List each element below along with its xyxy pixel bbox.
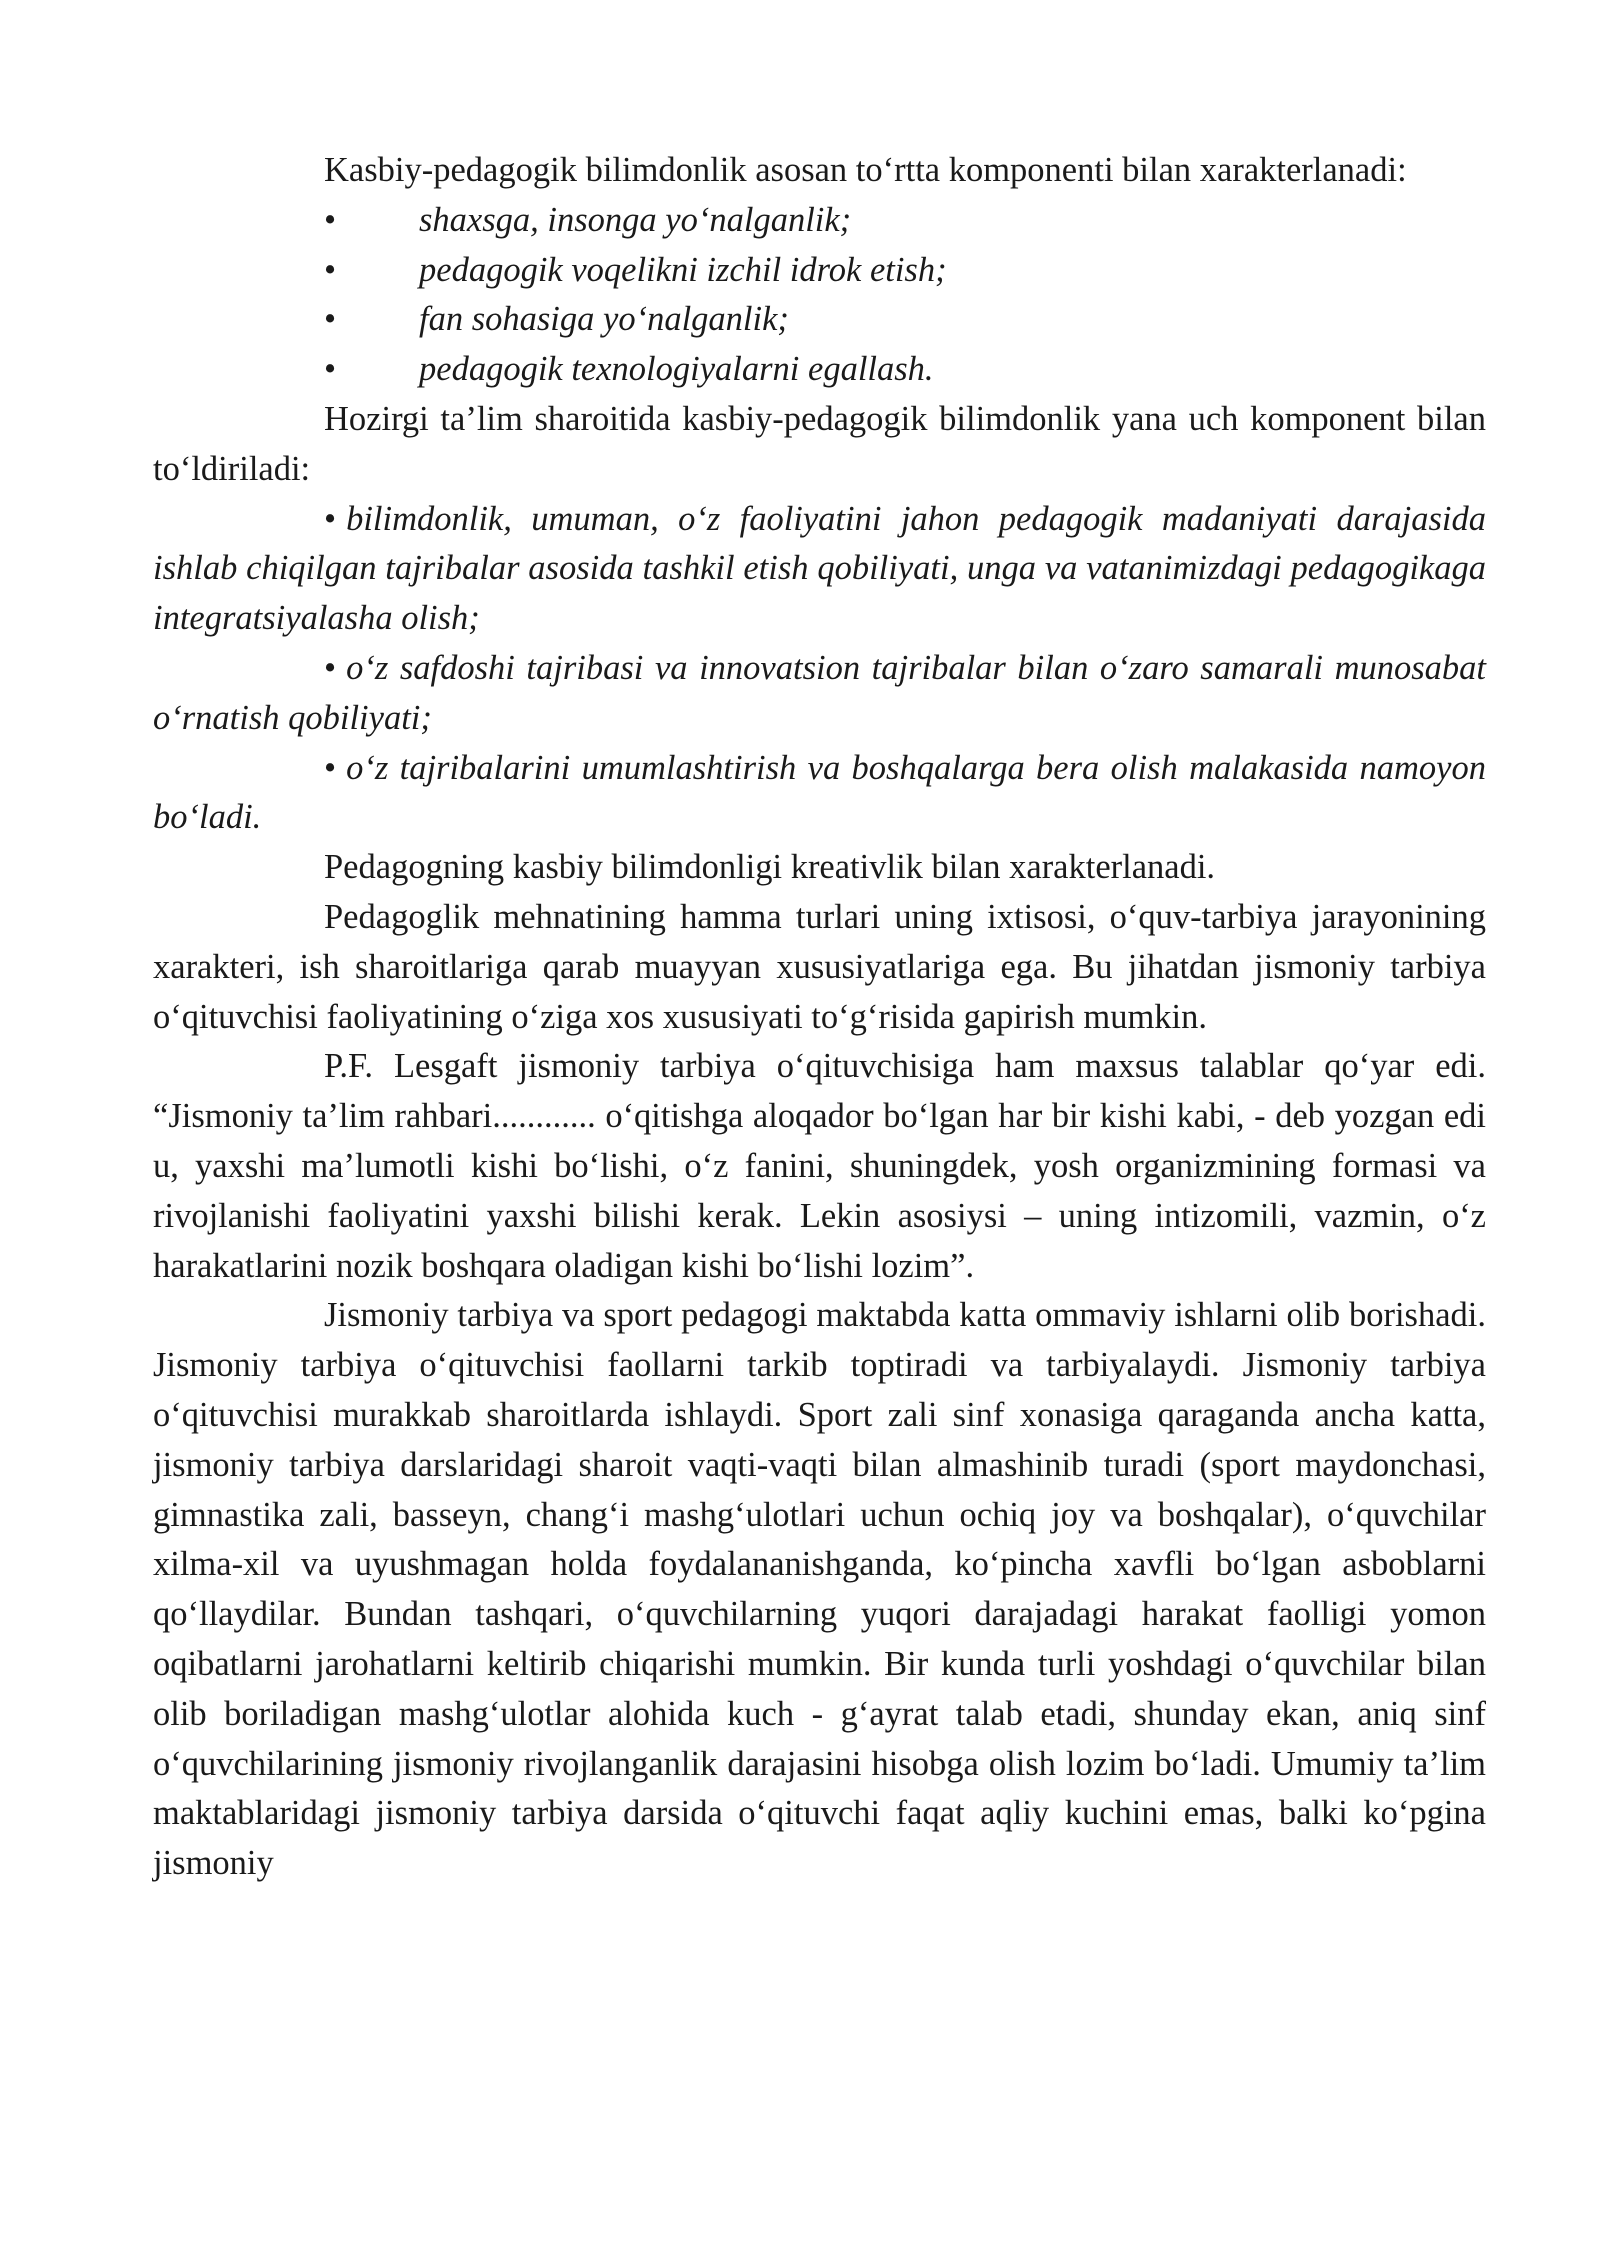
list-item	[153, 295, 1486, 345]
additional-item	[153, 644, 1486, 744]
list-item-text: fan sohasiga yo‘nalganlik;	[419, 300, 789, 339]
list-item	[153, 246, 1486, 296]
additional-item-text: bilimdonlik, umuman, o‘z faoliyatini jahon pedagogik madaniyati darajasida ishlab chiqilgan tajribalar asosida tashkil etish qobiliyati, unga va vatanimizdagi pedagogikaga integratsiyalasha olish;	[153, 499, 1486, 638]
bullet-icon: •	[324, 200, 337, 239]
paragraph-creativity: Pedagogning kasbiy bilimdonligi kreativlik bilan xarakterlanadi.	[324, 848, 1216, 887]
component-list	[153, 196, 1486, 395]
list-item-text: shaxsga, insonga yo‘nalganlik;	[419, 200, 852, 239]
bullet-icon: •	[324, 300, 337, 339]
bullet-icon: •	[324, 350, 337, 389]
bullet-icon: •	[324, 748, 337, 787]
paragraph-specialty: Pedagoglik mehnatining hamma turlari uning ixtisosi, o‘quv-tarbiya jarayonining xarakteri, ish sharoitlariga qarab muayyan xususiyatlariga ega. Bu jihatdan jismoniy tarbiya o‘qituvchisi faoliyatining o‘ziga xos xususiyati to‘g‘risida gapirish mumkin.	[153, 897, 1486, 1036]
bullet-icon: •	[324, 250, 337, 289]
additional-item-text: o‘z safdoshi tajribasi va innovatsion tajribalar bilan o‘zaro samarali munosabat o‘rnatish qobiliyati;	[153, 648, 1486, 737]
document-page	[153, 146, 1486, 1889]
list-item-text: pedagogik texnologiyalarni egallash.	[419, 350, 934, 389]
paragraph-pe-teacher: Jismoniy tarbiya va sport pedagogi maktabda katta ommaviy ishlarni olib borishadi. Jismoniy tarbiya o‘qituvchisi faollarni tarkib toptiradi va tarbiyalaydi. Jismoniy tarbiya o‘qituvchisi murakkab sharoitlarda ishlaydi. Sport zali sinf xonasiga qaraganda ancha katta, jismoniy tarbiya darslaridagi sharoit vaqti-vaqti bilan almashinib turadi (sport maydonchasi, gimnastika zali, basseyn, chang‘i mashg‘ulotlari uchun ochiq joy va boshqalar), o‘quvchilar xilma-xil va uyushmagan holda foydalananishganda, ko‘pincha xavfli bo‘lgan asboblarni qo‘llaydilar. Bundan tashqari, o‘quvchilarning yuqori darajadagi harakat faolligi yomon oqibatlarni jarohatlarni keltirib chiqarishi mumkin. Bir kunda turli yoshdagi o‘quvchilar bilan olib boriladigan mashg‘ulotlar alohida kuch - g‘ayrat talab etadi, shunday ekan, aniq sinf o‘quvchilarining jismoniy rivojlanganlik darajasini hisobga olish lozim bo‘ladi. Umumiy ta’lim maktablaridagi jismoniy tarbiya darsida o‘qituvchi faqat aqliy kuchini emas, balki ko‘pgina jismoniy	[153, 1296, 1486, 1883]
paragraph-intro: Kasbiy-pedagogik bilimdonlik asosan to‘rtta komponenti bilan xarakterlanadi:	[324, 151, 1407, 189]
bullet-icon: •	[324, 648, 337, 687]
paragraph-lesgaft: P.F. Lesgaft jismoniy tarbiya o‘qituvchisiga ham maxsus talablar qo‘yar edi. “Jismoniy ta’lim rahbari............ o‘qitishga aloqador bo‘lgan har bir kishi kabi, - deb yozgan edi u, yaxshi ma’lumotli kishi bo‘lishi, o‘z fanini, shuningdek, yosh organizmining formasi va rivojlanishi faoliyatini yaxshi bilishi kerak. Lekin asosiysi – uning intizomili, vazmin, o‘z harakatlarini nozik boshqara oladigan kishi bo‘lishi lozim”.	[153, 1047, 1486, 1285]
additional-item	[153, 495, 1486, 644]
paragraph-additional: Hozirgi ta’lim sharoitida kasbiy-pedagogik bilimdonlik yana uch komponent bilan to‘ldiriladi:	[153, 399, 1486, 488]
additional-item	[153, 744, 1486, 844]
additional-item-text: o‘z tajribalarini umumlashtirish va boshqalarga bera olish malakasida namoyon bo‘ladi.	[153, 748, 1486, 837]
list-item	[153, 345, 1486, 395]
list-item	[153, 196, 1486, 246]
list-item-text: pedagogik voqelikni izchil idrok etish;	[419, 250, 947, 289]
bullet-icon: •	[324, 499, 337, 538]
